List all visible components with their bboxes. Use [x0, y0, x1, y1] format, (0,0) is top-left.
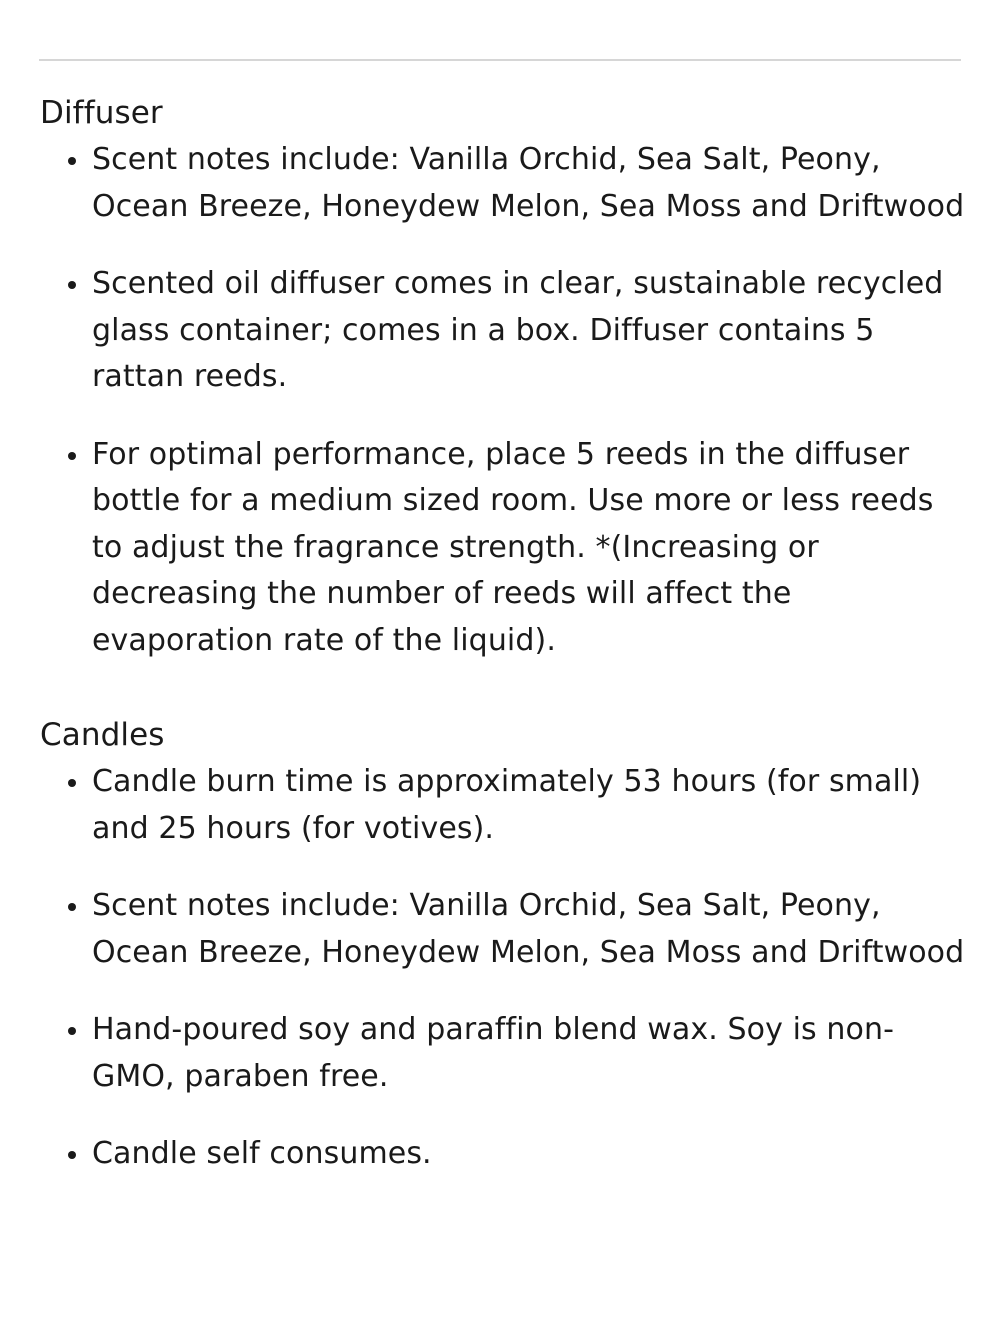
- candles-bullet-list: [40, 759, 970, 1178]
- list-item-text: Scented oil diffuser comes in clear, sustainable recycled glass container; comes in a box. Diffuser contains 5 rattan reeds.: [92, 266, 944, 394]
- section-title-diffuser: Diffuser: [40, 95, 163, 131]
- bullet-icon: [68, 157, 76, 165]
- bullet-icon: [68, 779, 76, 787]
- section-spacer: [40, 664, 970, 712]
- bullet-icon: [68, 281, 76, 289]
- list-item: [40, 137, 970, 230]
- bullet-icon: [68, 452, 76, 460]
- bullet-icon: [68, 1151, 76, 1159]
- list-item-text: For optimal performance, place 5 reeds in the diffuser bottle for a medium sized room. Use more or less reeds to adjust the fragrance strength. *(Increasing or decreasing the number of reeds will affect the evaporation rate of the liquid).: [92, 436, 934, 658]
- section-title-candles: Candles: [40, 717, 165, 753]
- list-item-text: Scent notes include: Vanilla Orchid, Sea Salt, Peony, Ocean Breeze, Honeydew Melon, Sea Moss and Driftwood: [92, 142, 965, 224]
- candles-section: [40, 712, 970, 1178]
- bullet-icon: [68, 1027, 76, 1035]
- list-item-text: Hand-poured soy and paraffin blend wax. Soy is non-GMO, paraben free.: [92, 1012, 895, 1094]
- diffuser-section: [40, 90, 970, 664]
- list-item: [40, 1007, 970, 1100]
- list-item: [40, 759, 970, 852]
- list-item: [40, 1131, 970, 1178]
- diffuser-bullet-list: [40, 137, 970, 664]
- top-divider: [39, 59, 961, 61]
- list-item-text: Candle burn time is approximately 53 hours (for small) and 25 hours (for votives).: [92, 764, 922, 846]
- list-item-text: Candle self consumes.: [92, 1136, 432, 1171]
- bullet-icon: [68, 903, 76, 911]
- list-item: [40, 432, 970, 665]
- list-item-text: Scent notes include: Vanilla Orchid, Sea Salt, Peony, Ocean Breeze, Honeydew Melon, Sea Moss and Driftwood: [92, 888, 965, 970]
- list-item: [40, 261, 970, 401]
- list-item: [40, 883, 970, 976]
- product-details: [40, 90, 970, 1178]
